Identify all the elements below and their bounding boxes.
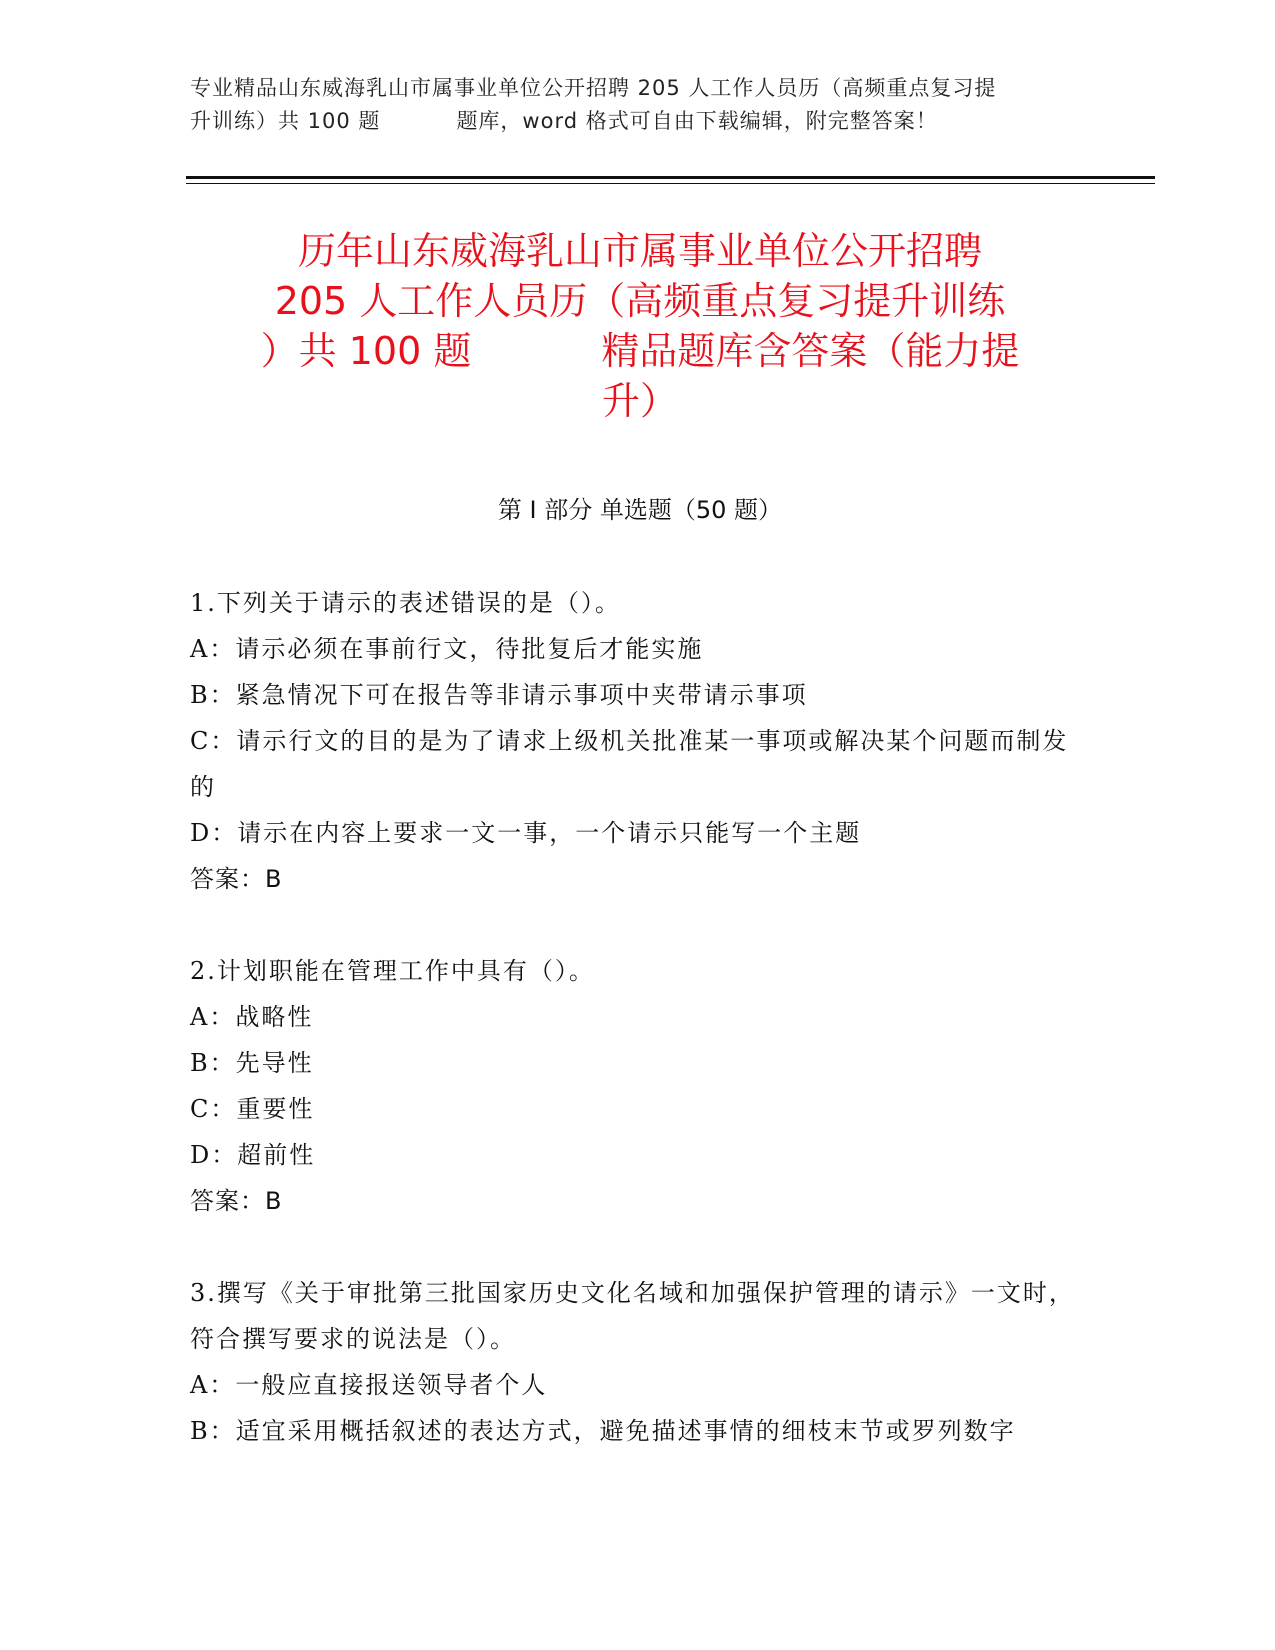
question-item [190, 948, 1080, 1224]
title-line-3-part-1: ）共 100 题 [260, 329, 472, 373]
question-option: C：重要性 [190, 1095, 315, 1123]
question-option: B：适宜采用概括叙述的表达方式，避免描述事情的细枝末节或罗列数字 [190, 1417, 1016, 1445]
header-line-2-part-2: 题库，word 格式可自由下载编辑，附完整答案！ [456, 109, 938, 133]
question-option: B：紧急情况下可在报告等非请示事项中夹带请示事项 [190, 681, 808, 709]
question-stem: 1.下列关于请示的表述错误的是（）。 [190, 589, 621, 617]
question-list [190, 580, 1080, 1500]
question-option: D：超前性 [190, 1141, 316, 1169]
header-line-1: 专业精品山东威海乳山市属事业单位公开招聘 205 人工作人员历（高频重点复习提 [190, 76, 997, 100]
question-option: A：战略性 [190, 1003, 314, 1031]
header-line-2-part-1: 升训练）共 100 题 [190, 109, 381, 133]
title-line-1: 历年山东威海乳山市属事业单位公开招聘 [297, 229, 982, 273]
title-line-3-part-2: 精品题库含答案（能力提 [601, 329, 1020, 373]
question-stem: 2.计划职能在管理工作中具有（）。 [190, 957, 595, 985]
document-title [190, 226, 1090, 426]
question-option: C：请示行文的目的是为了请求上级机关批准某一事项或解决某个问题而制发的 [190, 727, 1069, 801]
header-line-2 [190, 105, 1090, 138]
title-line-2: 205 人工作人员历（高频重点复习提升训练 [274, 279, 1006, 323]
header-divider-thick [186, 176, 1155, 179]
question-option: A：请示必须在事前行文，待批复后才能实施 [190, 635, 704, 663]
question-answer: 答案：B [190, 1187, 283, 1215]
document-header [190, 72, 1090, 138]
question-option: B：先导性 [190, 1049, 314, 1077]
question-item [190, 580, 1080, 902]
question-option: A：一般应直接报送领导者个人 [190, 1371, 548, 1399]
section-heading: 第 I 部分 单选题（50 题） [497, 496, 783, 524]
question-stem: 3.撰写《关于审批第三批国家历史文化名域和加强保护管理的请示》一文时，符合撰写要求的说法是（）。 [190, 1279, 1075, 1353]
question-item [190, 1270, 1080, 1454]
title-line-4: 升） [601, 379, 678, 423]
title-line-3 [190, 326, 1090, 376]
question-option: D：请示在内容上要求一文一事，一个请示只能写一个主题 [190, 819, 862, 847]
header-divider-thin [186, 183, 1155, 184]
question-answer: 答案：B [190, 865, 283, 893]
